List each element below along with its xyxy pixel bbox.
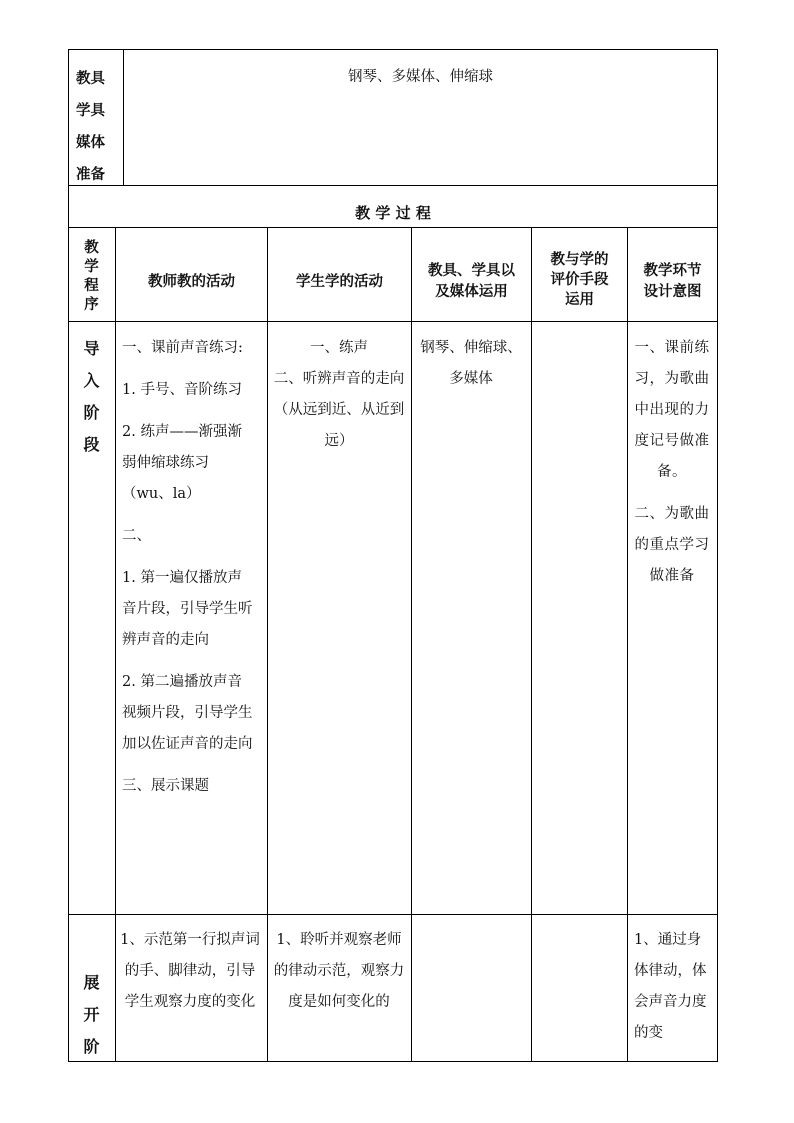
stage-development: 展 开 阶 (83, 973, 100, 1056)
list-item: 一、课前声音练习: (122, 340, 243, 356)
list-item: 1、通过身体律动，体会声音力度的变 (634, 932, 707, 1041)
header-student-activity: 学生学的活动 (296, 273, 383, 290)
list-item: 三、展示课题 (122, 778, 209, 794)
list-item: 二、为歌曲的重点学习做准备 (634, 506, 710, 584)
list-item: 2. 第二遍播放声音视频片段，引导学生加以佐证声音的走向 (122, 674, 253, 752)
materials-label: 教具 学具 媒体 准备 (76, 70, 105, 183)
materials-value: 钢琴、多媒体、伸缩球 (348, 69, 493, 85)
list-item: 1. 手号、音阶练习 (122, 382, 242, 398)
divider-process-title-bottom (68, 227, 718, 228)
list-item: 二、听辨声音的走向（从远到近、从近到远） (273, 371, 405, 449)
border-left (68, 49, 69, 1062)
divider-row1-bottom (68, 914, 718, 915)
list-item: 一、课前练习，为歌曲中出现的力度记号做准备。 (634, 340, 710, 480)
divider-col3 (411, 227, 412, 1062)
header-media-use: 教具、学具以 及媒体运用 (428, 262, 515, 300)
divider-col4 (531, 227, 532, 1062)
border-top (68, 49, 718, 50)
list-item: 1. 第一遍仅播放声音片段，引导学生听辨声音的走向 (122, 570, 253, 648)
header-program: 教 学 程 序 (84, 239, 99, 313)
divider-header-bottom (68, 321, 718, 322)
intro-design-intent (634, 333, 710, 603)
header-teacher-activity: 教师教的活动 (148, 273, 235, 290)
development-design-intent (634, 925, 710, 1060)
list-item: 2. 练声——渐强渐弱伸缩球练习（wu、la） (122, 424, 242, 502)
intro-media-use: 钢琴、伸缩球、多媒体 (420, 340, 522, 387)
divider-materials-bottom (68, 185, 718, 186)
list-item: 1、示范第一行拟声词的手、脚律动，引导学生观察力度的变化 (120, 932, 260, 1010)
header-design-intent: 教学环节 设计意图 (643, 262, 702, 300)
list-item: 二、 (122, 528, 151, 544)
process-title: 教 学 过 程 (355, 204, 431, 222)
development-student-activity (272, 925, 406, 1029)
border-right (717, 49, 718, 1062)
border-bottom (68, 1061, 718, 1062)
development-teacher-activity (120, 925, 260, 1029)
intro-student-activity (272, 333, 406, 468)
header-evaluation: 教与学的 评价手段 运用 (550, 251, 609, 308)
intro-teacher-activity (122, 333, 256, 813)
divider-col2 (267, 227, 268, 1062)
divider-col1 (115, 227, 116, 1062)
divider-col5 (627, 227, 628, 1062)
list-item: 1、聆听并观察老师的律动示范，观察力度是如何变化的 (273, 932, 405, 1010)
stage-intro: 导 入 阶 段 (83, 339, 100, 454)
list-item: 一、练声 (310, 340, 368, 356)
